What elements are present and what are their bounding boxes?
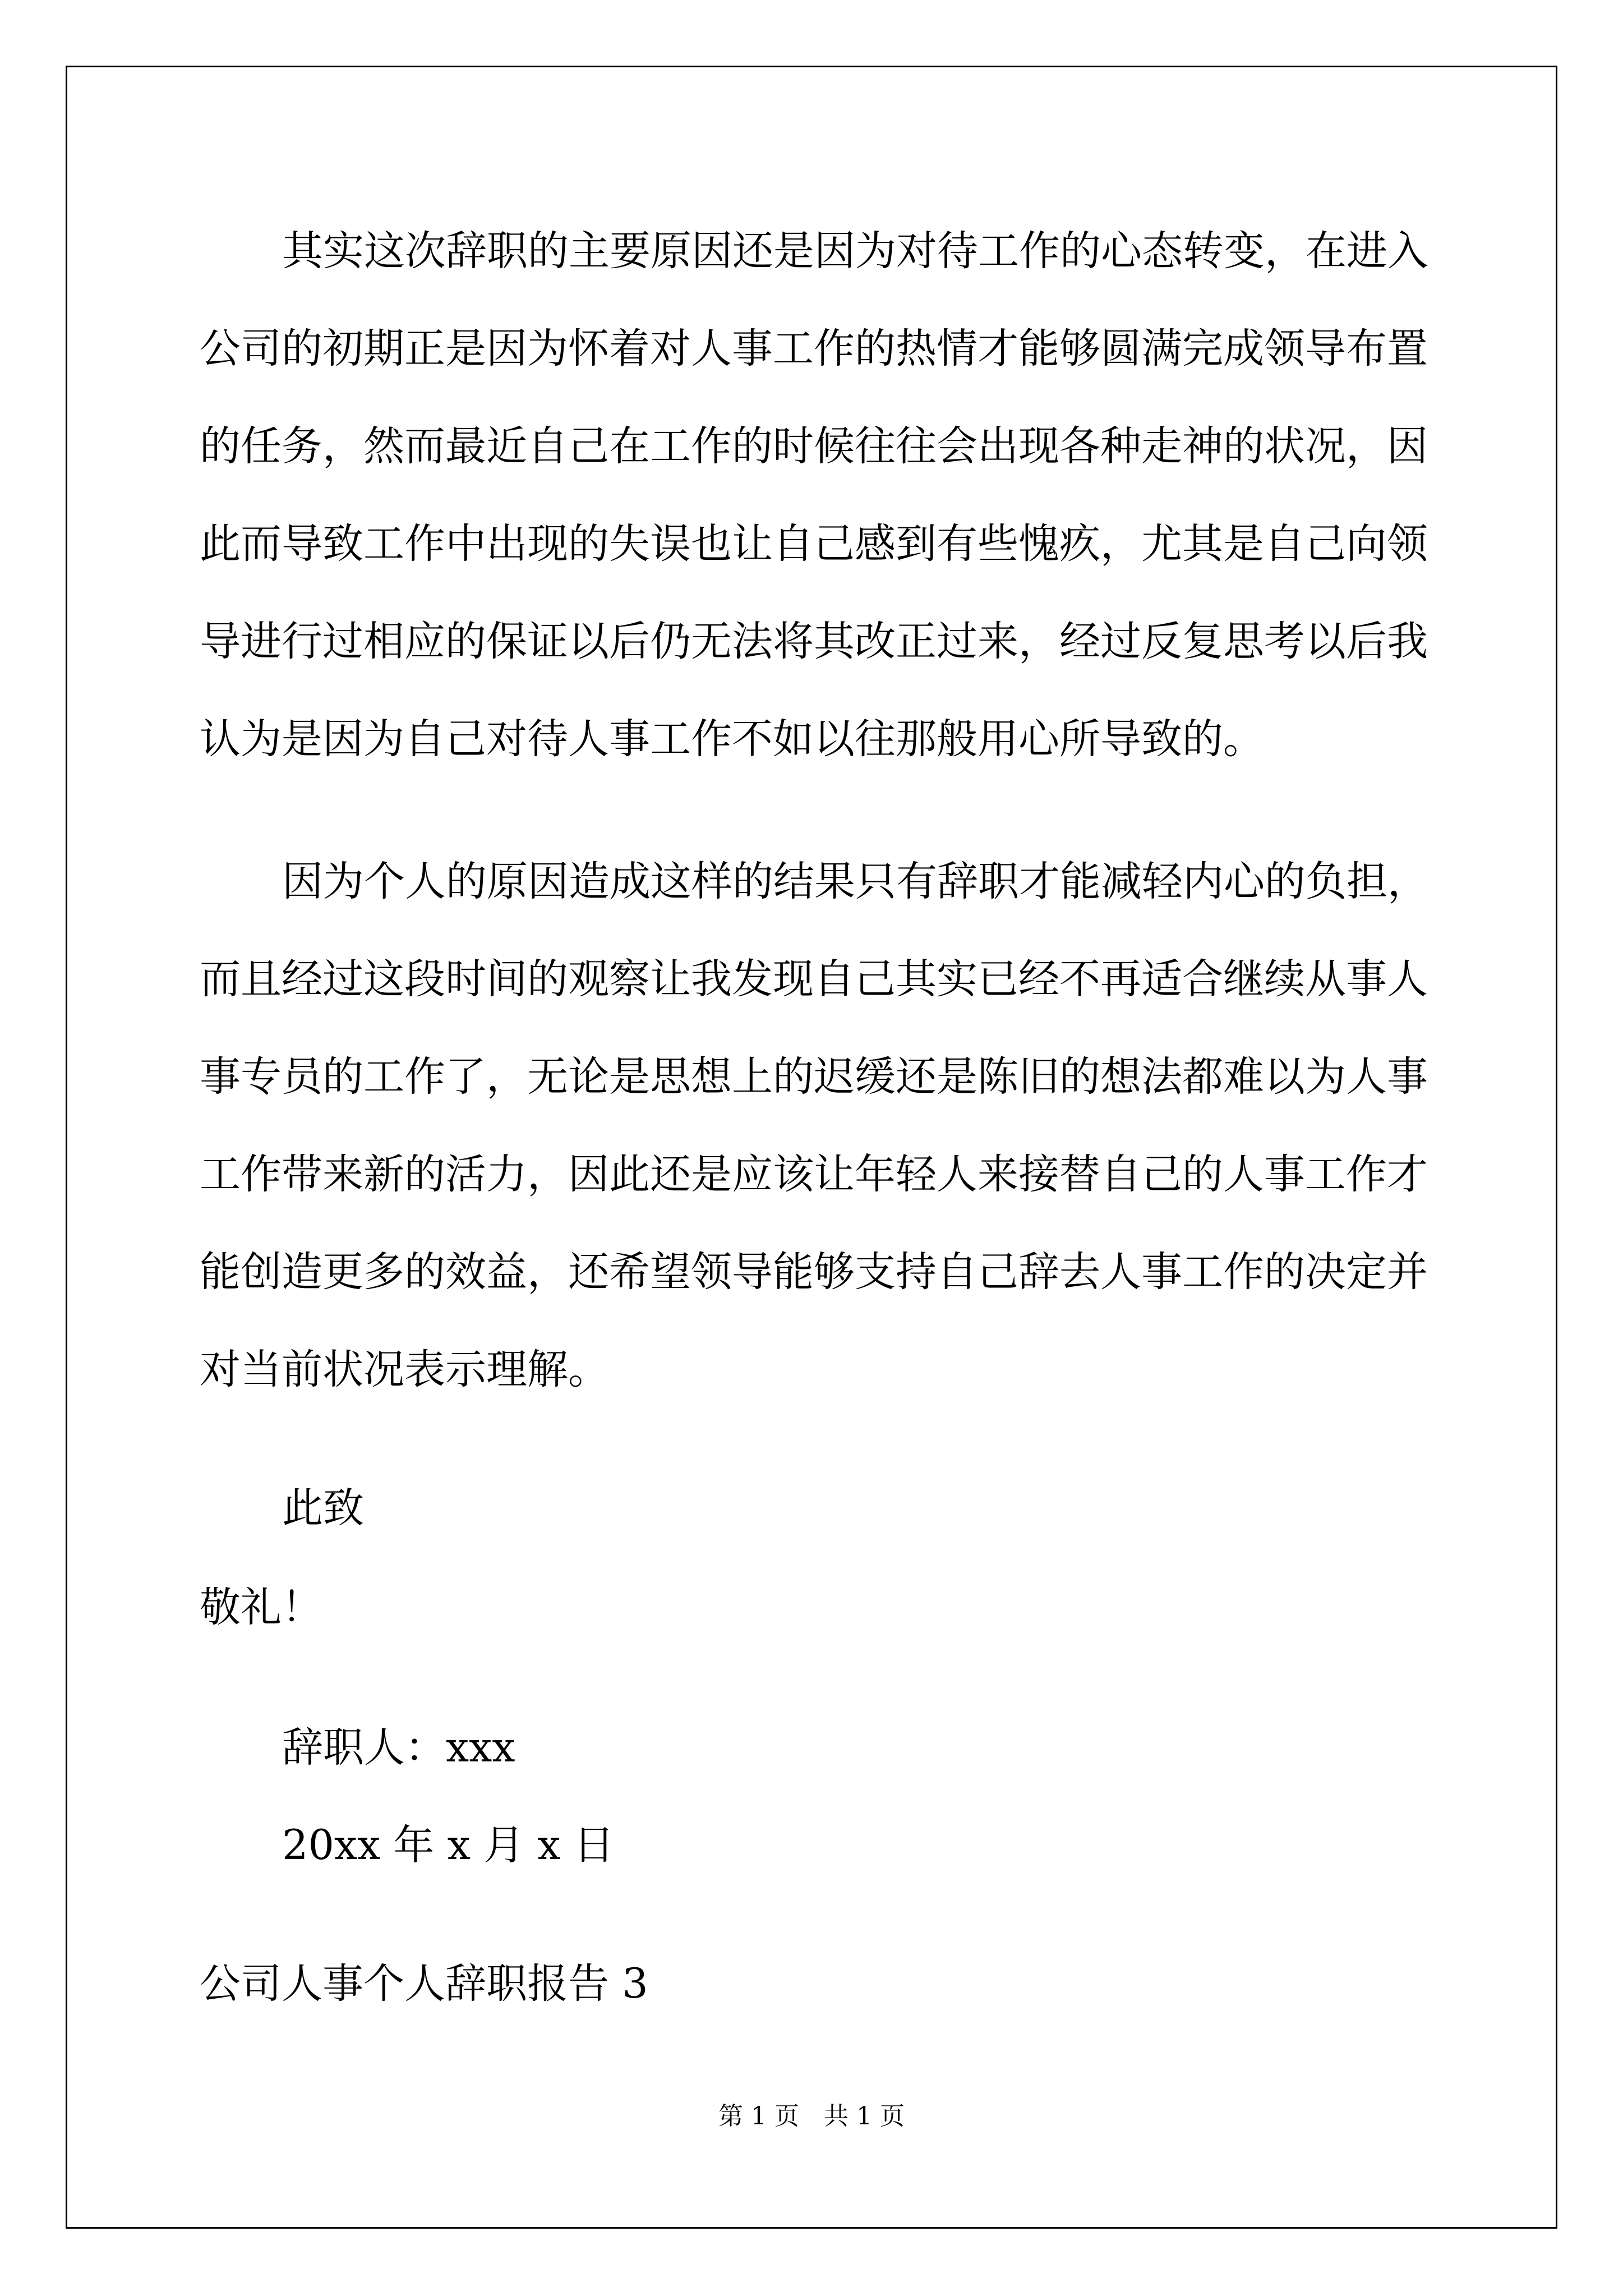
section-heading: 公司人事个人辞职报告 3	[200, 1960, 648, 2008]
salutation-text: 敬礼！	[200, 1584, 322, 1631]
signer-line: 辞职人：xxx	[282, 1724, 515, 1772]
paragraph-line: 的任务，然而最近自己在工作的时候往往会出现各种走神的状况，因	[200, 422, 1428, 470]
paragraph-line: 工作带来新的活力，因此还是应该让年轻人来接替自己的人事工作才	[200, 1151, 1428, 1198]
paragraph-line: 对当前状况表示理解。	[200, 1346, 609, 1393]
closing-text: 此致	[282, 1484, 364, 1532]
paragraph-line: 导进行过相应的保证以后仍无法将其改正过来，经过反复思考以后我	[200, 618, 1428, 665]
paragraph-line: 此而导致工作中出现的失误也让自己感到有些愧疚，尤其是自己向领	[200, 520, 1428, 568]
paragraph-line: 其实这次辞职的主要原因还是因为对待工作的心态转变，在进入	[282, 227, 1428, 275]
date-line: 20xx 年 x 月 x 日	[282, 1821, 615, 1869]
paragraph-line: 能创造更多的效益，还希望领导能够支持自己辞去人事工作的决定并	[200, 1248, 1428, 1296]
paragraph-line: 而且经过这段时间的观察让我发现自己其实已经不再适合继续从事人	[200, 955, 1428, 1003]
paragraph-line: 因为个人的原因造成这样的结果只有辞职才能减轻内心的负担，	[282, 858, 1428, 905]
page-border	[66, 66, 1557, 2229]
paragraph-line: 认为是因为自己对待人事工作不如以往那般用心所导致的。	[200, 715, 1264, 763]
page-number-footer: 第 1 页 共 1 页	[718, 2102, 905, 2131]
paragraph-line: 事专员的工作了，无论是思想上的迟缓还是陈旧的想法都难以为人事	[200, 1053, 1428, 1101]
paragraph-line: 公司的初期正是因为怀着对人事工作的热情才能够圆满完成领导布置	[200, 325, 1428, 372]
